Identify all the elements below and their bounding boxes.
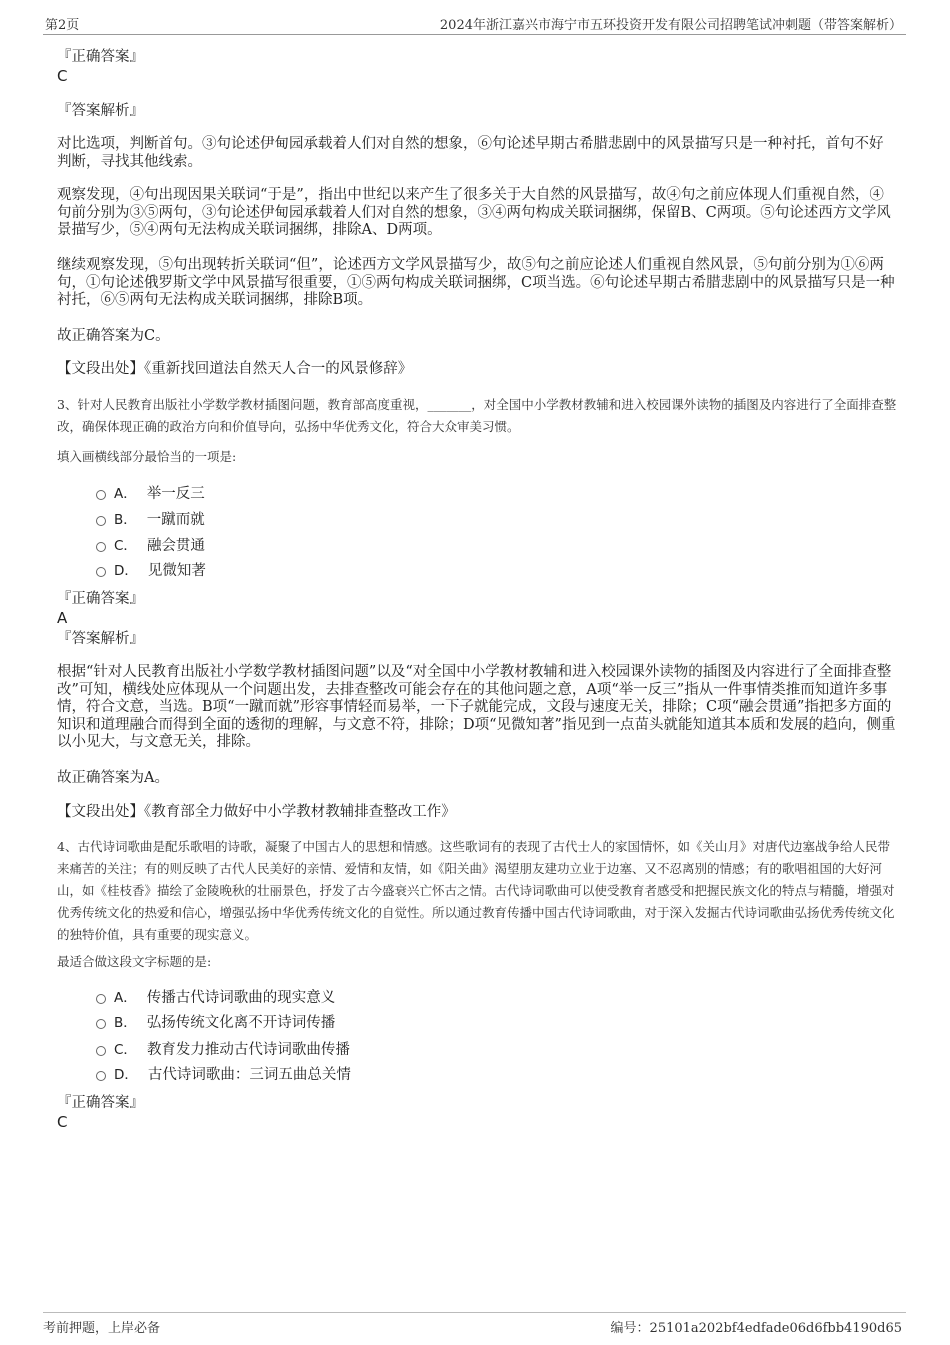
question-stem: 4、古代诗词歌曲是配乐歌唱的诗歌，凝聚了中国古人的思想和情感。这些歌词有的表现了古代士人的家国情怀，如《关山月》对唐代边塞战争给人民带来痛苦的关注；有的则反映了古代人民美好的亲情、爱情和友情，如《阳关曲》渴望朋友建功立业于边塞、又不忍离别的情感；有的歌唱祖国的大好河山，如《桂枝香》描绘了金陵晚秋的壮丽景色，抒发了古今盛衰兴亡怀古之情。古代诗词歌曲可以使受教育者感受和把握民族文化的特点与精髓，增强对优秀传统文化的热爱和信心，增强弘扬中华优秀传统文化的自觉性。所以通过教育传播中国古代诗词歌曲，对于深入发掘古代诗词歌曲弘扬优秀传统文化的独特价值，具有重要的现实意义。	[57, 839, 895, 942]
analysis-paragraph: 观察发现，④句出现因果关联词“于是”，指出中世纪以来产生了很多关于大自然的风景描写，故④句之前应体现人们重视自然，④句前分别为③⑤两句，③句论述伊甸园承载着人们对自然的想象，③④两句构成关联词捆绑，保留B、C两项。⑤句论述西方文学风景描写少，⑤④两句无法构成关联词捆绑，排除A、D两项。	[57, 187, 891, 238]
document-id: 编号：25101a202bf4edfade06d6fbb4190d65	[610, 1321, 902, 1336]
radio-icon[interactable]	[96, 542, 106, 552]
option-key: B．	[114, 512, 137, 528]
analysis-label: 『答案解析』	[57, 103, 144, 119]
conclusion: 故正确答案为A。	[57, 770, 169, 786]
option-key: A．	[114, 486, 137, 502]
answer-value: C	[57, 1113, 68, 1131]
option-c[interactable]	[96, 1041, 350, 1059]
option-d[interactable]	[96, 1066, 351, 1084]
question-prompt: 填入画横线部分最恰当的一项是:	[57, 449, 237, 464]
answer-label: 『正确答案』	[57, 49, 144, 65]
source-citation: 【文段出处】《教育部全力做好中小学教材教辅排查整改工作》	[57, 804, 456, 820]
option-b[interactable]	[96, 511, 205, 529]
page-header	[43, 10, 906, 35]
answer-value: C	[57, 67, 68, 85]
option-text: 一蹴而就	[146, 512, 205, 528]
question-prompt: 最适合做这段文字标题的是:	[57, 954, 212, 969]
answer-value: A	[57, 609, 68, 627]
option-text: 教育发力推动古代诗词歌曲传播	[146, 1042, 350, 1058]
page-number: 第2页	[45, 18, 80, 33]
source-citation: 【文段出处】《重新找回道法自然天人合一的风景修辞》	[57, 361, 413, 377]
option-text: 古代诗词歌曲：三词五曲总关情	[147, 1067, 351, 1083]
radio-icon[interactable]	[96, 1019, 106, 1029]
analysis-paragraph: 对比选项，判断首句。③句论述伊甸园承载着人们对自然的想象，⑥句论述早期古希腊悲剧中的风景描写只是一种衬托，首句不好判断，寻找其他线索。	[57, 136, 884, 170]
option-d[interactable]	[96, 562, 206, 580]
radio-icon[interactable]	[96, 1071, 106, 1081]
option-text: 传播古代诗词歌曲的现实意义	[146, 990, 336, 1006]
conclusion: 故正确答案为C。	[57, 328, 170, 344]
question-stem: 3、针对人民教育出版社小学数学教材插图问题，教育部高度重视，_______，对全国中小学教材教辅和进入校园课外读物的插图及内容进行了全面排查整改，确保体现正确的政治方向和价值导向，弘扬中华优秀文化，符合大众审美习惯。	[57, 397, 897, 434]
answer-label: 『正确答案』	[57, 1095, 144, 1111]
option-b[interactable]	[96, 1014, 335, 1032]
footer-slogan: 考前押题，上岸必备	[43, 1321, 161, 1336]
option-key: D．	[114, 563, 138, 579]
option-key: C．	[114, 1042, 137, 1058]
option-text: 融会贯通	[146, 538, 205, 554]
option-c[interactable]	[96, 537, 205, 555]
radio-icon[interactable]	[96, 516, 106, 526]
analysis-paragraph: 继续观察发现，⑤句出现转折关联词“但”，论述西方文学风景描写少，故⑤句之前应论述人们重视自然风景，⑤句前分别为①⑥两句，①句论述俄罗斯文学中风景描写很重要，①⑤两句构成关联词捆绑，C项当选。⑥句论述早期古希腊悲剧中的风景描写只是一种衬托，⑥⑤两句无法构成关联词捆绑，排除B项。	[57, 257, 895, 308]
radio-icon[interactable]	[96, 567, 106, 577]
answer-label: 『正确答案』	[57, 591, 144, 607]
option-text: 弘扬传统文化离不开诗词传播	[146, 1015, 336, 1031]
radio-icon[interactable]	[96, 490, 106, 500]
option-text: 举一反三	[146, 486, 205, 502]
analysis-paragraph: 根据“针对人民教育出版社小学数学教材插图问题”以及“对全国中小学教材教辅和进入校园课外读物的插图及内容进行了全面排查整改”可知，横线处应体现从一个问题出发，去排查整改可能会存在的其他问题之意，A项“举一反三”指从一件事情类推而知道许多事情，符合文意，当选。B项“一蹴而就”形容事情轻而易举，一下子就能完成，文段与速度无关，排除；C项“融会贯通”指把多方面的知识和道理融合而得到全面的透彻的理解，与文意不符，排除；D项“见微知著”指见到一点苗头就能知道其本质和发展的趋向，侧重以小见大，与文意无关，排除。	[57, 664, 896, 750]
analysis-label: 『答案解析』	[57, 631, 144, 647]
radio-icon[interactable]	[96, 1046, 106, 1056]
option-key: D．	[114, 1067, 138, 1083]
option-key: A．	[114, 990, 137, 1006]
option-key: C．	[114, 538, 137, 554]
option-key: B．	[114, 1015, 137, 1031]
radio-icon[interactable]	[96, 994, 106, 1004]
option-a[interactable]	[96, 989, 335, 1007]
option-text: 见微知著	[147, 563, 206, 579]
document-title: 2024年浙江嘉兴市海宁市五环投资开发有限公司招聘笔试冲刺题（带答案解析）	[439, 18, 902, 33]
option-a[interactable]	[96, 485, 205, 503]
page-footer	[43, 1312, 906, 1337]
